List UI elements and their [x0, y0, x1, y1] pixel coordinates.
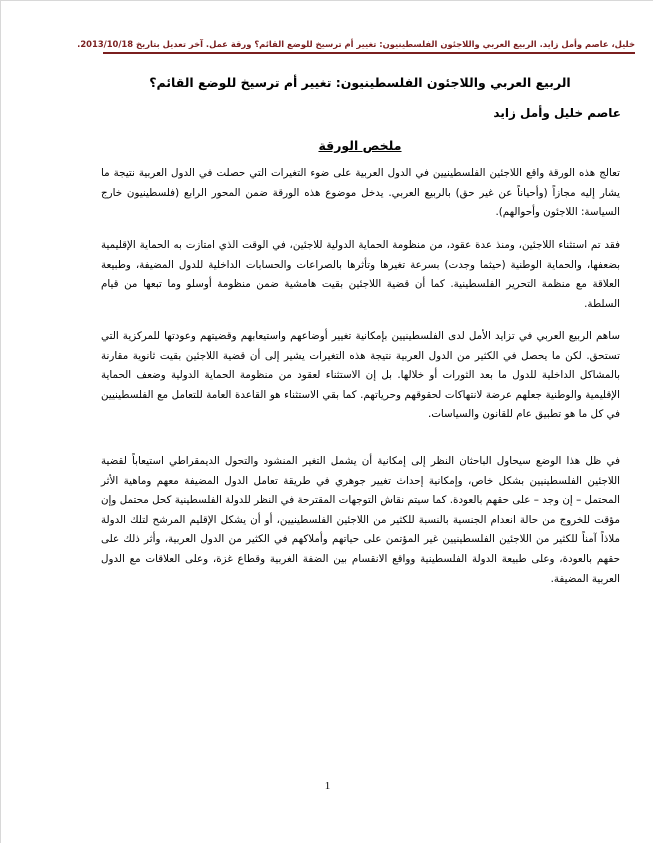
- abstract-paragraph-2: فقد تم استثناء اللاجئين، ومنذ عدة عقود، من منظومة الحماية الدولية للاجئين، في الوقت الذي امتازت به الحماية الإقليمية بضعفها، والحماية الوطنية (حيثما وجدت) بسرعة تغيرها وتأثرها بالصراعات والحسابات الداخلية للدول المضيفة، وطبيعة العلاقة مع منظمة التحرير الفلسطينية. كما أن قضية اللاجئين بقيت هامشية ضمن منظومة أوسلو وما تبعها من قيام السلطة.: [101, 239, 620, 310]
- header-divider: [103, 52, 635, 54]
- page-number: 1: [324, 780, 331, 792]
- abstract-paragraph-1: تعالج هذه الورقة واقع اللاجئين الفلسطينيين في الدول العربية على ضوء التغيرات التي حصلت في الدول العربية نتيجة ما يشار إليه مجازاً (وأحياناً عن غير حق) بالربيع العربي. يدخل موضوع هذه الورقة ضمن المحور الرابع (فلسطينيون خارج السياسة: اللاجئون وأحوالهم).: [101, 167, 620, 219]
- running-header: خليل، عاصم وأمل زايد. الربيع العربي واللاجئون الفلسطينيون: تغيير أم ترسيخ للوضع القائم؟ ورقة عمل. آخر تعديل بتاريخ 2013/10/18.: [77, 39, 635, 49]
- document-authors: عاصم خليل وأمل زايد: [493, 106, 621, 120]
- section-title: ملخص الورقة: [318, 138, 402, 153]
- abstract-paragraph-4: في ظل هذا الوضع سيحاول الباحثان النظر إلى إمكانية أن يشمل التغير المنشود والتحول الديمقراطي استيعاباً لقضية اللاجئين الفلسطينيين بشكل خاص، وإمكانية إحداث تغيير جوهري في طريقة تعامل الدول المضيفة معهم وماهية الأثر المحتمل – إن وجد – على حقهم بالعودة. كما سيتم نقاش التوجهات المقترحة في النظر للدولة الفلسطينية كحل محتمل وإن مؤقت للخروج من حالة انعدام الجنسية بالنسبة للكثير من اللاجئين الفلسطينيين، أو أن يشكل الإقليم المرشح لتلك الدولة ملاذاً آمناً للكثير من اللاجئين الفلسطينيين غير المؤتمن على حياتهم وأملاكهم في الكثير من الدول العربية، وأثر ذلك على حقهم بالعودة، وعلى طبيعة الدولة الفلسطينية وواقع الانقسام بين الضفة الغربية وقطاع غزة، وعلى العلاقات مع الدول العربية المضيفة.: [101, 455, 620, 585]
- document-title: الربيع العربي واللاجئون الفلسطينيون: تغيير أم ترسيخ للوضع القائم؟: [149, 75, 571, 90]
- abstract-paragraph-3: ساهم الربيع العربي في تزايد الأمل لدى الفلسطينيين بإمكانية تغيير أوضاعهم واستيعابهم وقضيتهم وعودتها للمركزية التي تستحق. لكن ما يحصل في الكثير من الدول العربية نتيجة هذه التغيرات يشير إلى أن قضية اللاجئين بقيت ثانوية مقارنة بالمشاكل الداخلية للدول ما بعد الثورات أو خلالها. بل إن الاستثناء لعقود من منظومة الحماية الدولية وضعف الحماية الإقليمية والوطنية جعلهم عرضة لانتهاكات لحقوقهم وحرياتهم. كما بقي الاستثناء هو القاعدة العامة للتعامل مع الفلسطينيين في كل ما هو تطبيق عام للقانون والسياسات.: [101, 330, 620, 421]
